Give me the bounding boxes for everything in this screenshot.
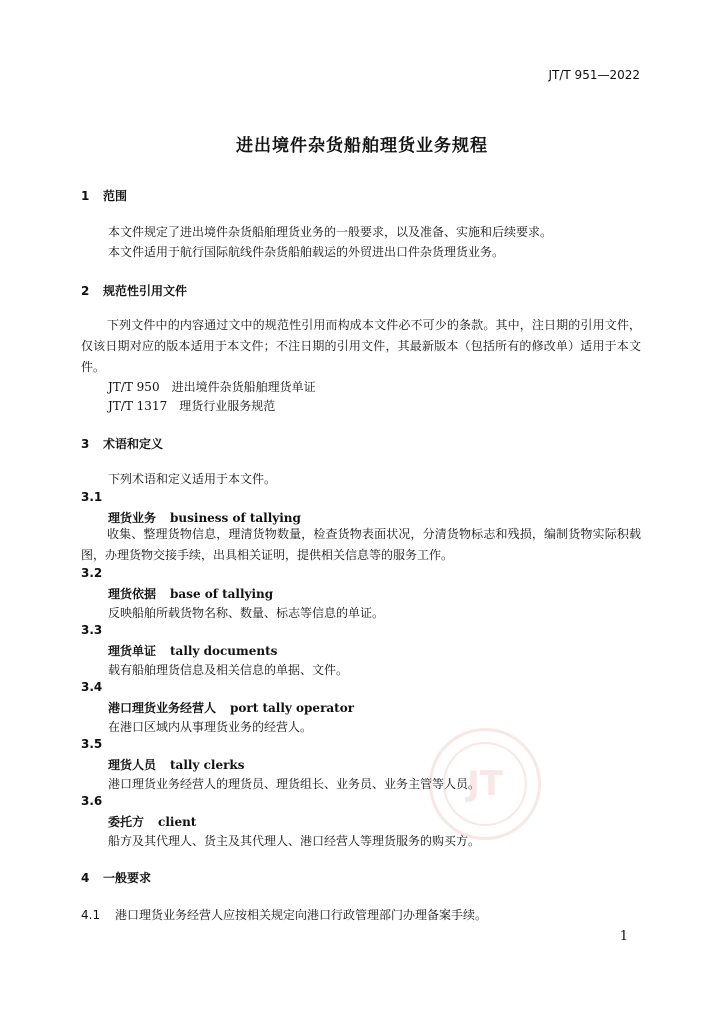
section-1-paragraph-2: 本文件适用于航行国际航线件杂货船舶载运的外贸进出口件杂货理货业务。: [108, 245, 505, 259]
term-entry: [108, 699, 354, 716]
reference-name: 理货行业服务规范: [179, 399, 276, 413]
term-definition: 在港口区域内从事理货业务的经营人。: [108, 720, 313, 734]
term-number: 3.3: [81, 623, 103, 637]
section-number: 1: [81, 189, 90, 203]
section-number: 3: [81, 437, 90, 451]
document-code: JT/T 951—2022: [548, 68, 640, 82]
term-definition: 反映船舶所载货物名称、数量、标志等信息的单证。: [108, 606, 385, 620]
term-en: port tally operator: [230, 701, 355, 715]
term-number: 3.2: [81, 566, 103, 580]
clause-number: 4.1: [81, 908, 101, 922]
section-3-intro: 下列术语和定义适用于本文件。: [108, 472, 277, 486]
term-entry: [108, 756, 245, 773]
watermark-seal: [429, 728, 541, 840]
term-zh: 港口理货业务经营人: [108, 701, 217, 715]
reference-item: [108, 378, 316, 395]
term-definition: 港口理货业务经营人的理货员、理货组长、业务员、业务主管等人员。: [108, 777, 481, 791]
section-2-paragraph-1: 下列文件中的内容通过文中的规范性引用而构成本文件必不可少的条款。其中，注日期的引用文件，仅该日期对应的版本适用于本文件；不注日期的引用文件，其最新版本（包括所有的修改单）适用于本文件。: [81, 318, 641, 374]
term-number: 3.4: [81, 680, 103, 694]
term-zh: 委托方: [108, 815, 145, 829]
term-number: 3.6: [81, 794, 103, 808]
document-title: 进出境件杂货船舶理货业务规程: [236, 136, 488, 156]
clause-text: 港口理货业务经营人应按相关规定向港口行政管理部门办理备案手续。: [115, 908, 488, 922]
reference-code: JT/T 1317: [108, 399, 168, 413]
term-en: tally clerks: [170, 758, 245, 772]
term-entry: [108, 585, 273, 602]
reference-name: 进出境件杂货船舶理货单证: [171, 380, 316, 394]
term-entry: [108, 813, 196, 830]
term-zh: 理货依据: [108, 587, 157, 601]
term-en: business of tallying: [170, 511, 301, 525]
section-title: 一般要求: [103, 871, 152, 885]
reference-code: JT/T 950: [108, 380, 160, 394]
section-4-heading: [81, 869, 151, 886]
section-1-heading: [81, 187, 127, 204]
section-2-heading: [81, 282, 187, 299]
term-definition: 收集、整理货物信息，理清货物数量，检查货物表面状况，分清货物标志和残损，编制货物实际积载图，办理货物交接手续，出具相关证明，提供相关信息等的服务工作。: [81, 527, 641, 562]
term-zh: 理货业务: [108, 511, 157, 525]
section-1-paragraph-1: 本文件规定了进出境件杂货船舶理货业务的一般要求，以及准备、实施和后续要求。: [108, 225, 553, 239]
term-en: client: [158, 815, 197, 829]
term-en: base of tallying: [170, 587, 274, 601]
term-en: tally documents: [170, 644, 278, 658]
term-definition: 载有船舶理货信息及相关信息的单据、文件。: [108, 663, 349, 677]
term-entry: [108, 642, 277, 659]
clause-4-1: [81, 906, 487, 923]
watermark-text: JT: [443, 742, 527, 826]
term-zh: 理货人员: [108, 758, 157, 772]
section-number: 2: [81, 284, 90, 298]
term-number: 3.1: [81, 490, 103, 504]
page-number: 1: [619, 929, 628, 944]
section-title: 术语和定义: [103, 437, 164, 451]
section-number: 4: [81, 871, 90, 885]
section-title: 规范性引用文件: [103, 284, 188, 298]
reference-item: [108, 397, 275, 414]
term-zh: 理货单证: [108, 644, 157, 658]
term-number: 3.5: [81, 737, 103, 751]
term-definition: 船方及其代理人、货主及其代理人、港口经营人等理货服务的购买方。: [108, 834, 481, 848]
section-3-heading: [81, 435, 163, 452]
section-title: 范围: [103, 189, 128, 203]
